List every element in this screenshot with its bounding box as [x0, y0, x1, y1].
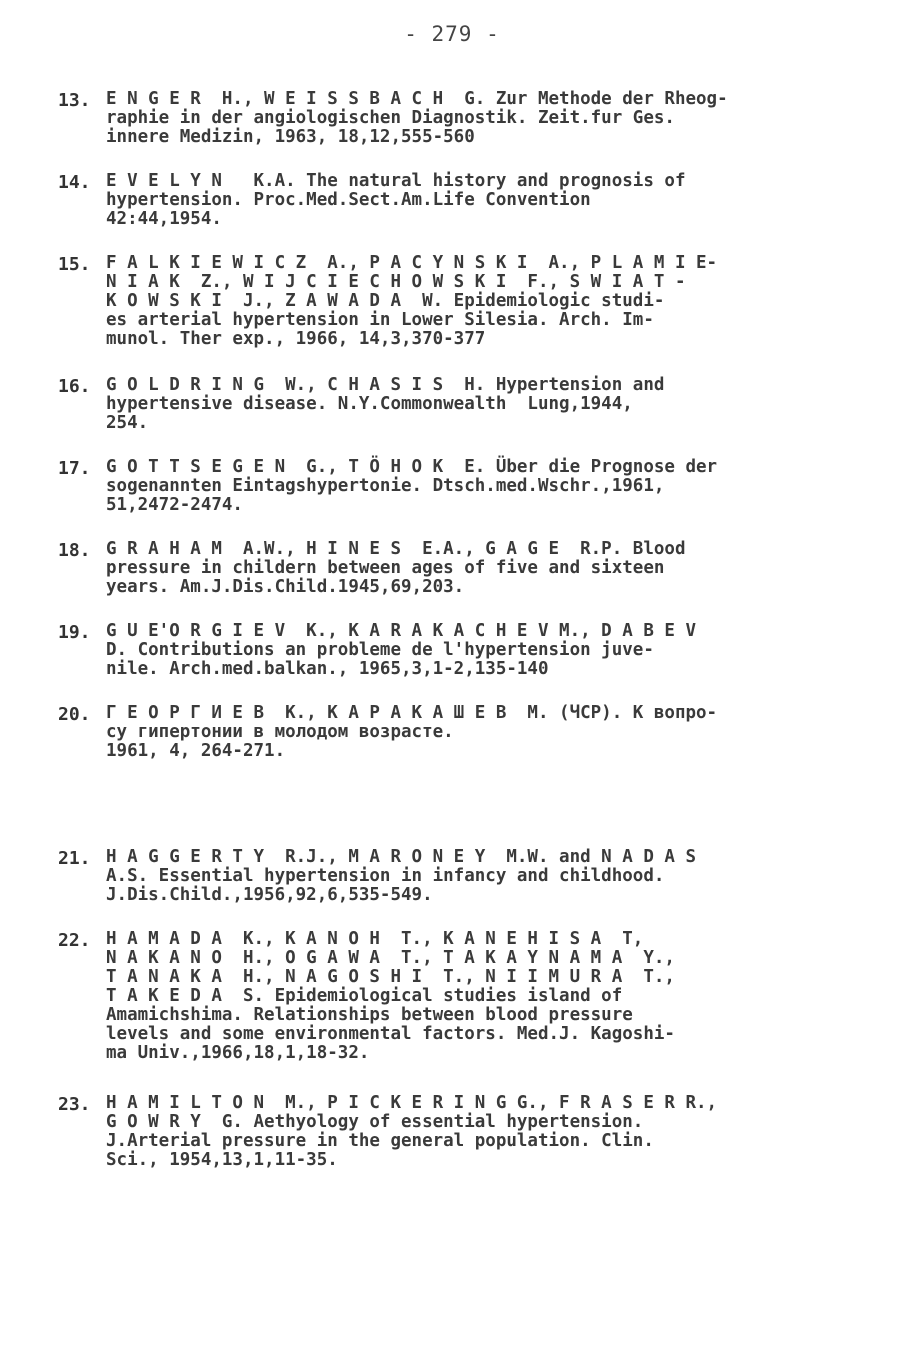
reference-number: 23. [58, 1094, 91, 1115]
reference-entry [58, 930, 858, 1063]
reference-entry [58, 376, 858, 433]
reference-text-line: 254. [106, 413, 149, 433]
reference-number: 16. [58, 376, 91, 397]
reference-text-line: raphie in der angiologischen Diagnostik. Zeit.fur Ges. [106, 108, 675, 128]
reference-entry [58, 540, 858, 597]
reference-text-line: es arterial hypertension in Lower Silesia. Arch. Im- [106, 310, 654, 330]
reference-text-line: E N G E R H., W E I S S B A C H G. Zur Methode der Rheog- [106, 89, 728, 109]
reference-text-line: 51,2472-2474. [106, 495, 243, 515]
reference-text-line: 42:44,1954. [106, 209, 222, 229]
reference-text-line: munol. Ther exp., 1966, 14,3,370-377 [106, 329, 486, 349]
reference-text-line: 1961, 4, 264-271. [106, 741, 286, 761]
reference-number: 15. [58, 254, 91, 275]
reference-text-line: N A K A N O H., O G A W A T., T A K A Y N A M A Y., [106, 948, 675, 968]
reference-text-line: H A M I L T O N M., P I C K E R I N G G., F R A S E R R., [106, 1093, 718, 1113]
reference-text-line: D. Contributions an probleme de l'hypertension juve- [106, 640, 654, 660]
reference-text-line: Г Е О Р Г И Е В К., К А Р А К А Ш Е В М. (ЧСР). К вопро- [106, 703, 718, 723]
reference-entry [58, 848, 858, 905]
reference-number: 21. [58, 848, 91, 869]
reference-text-line: F A L K I E W I C Z A., P A C Y N S K I A., P L A M I E- [106, 253, 718, 273]
reference-text-line: levels and some environmental factors. Med.J. Kagoshi- [106, 1024, 675, 1044]
reference-text-line: G U E'O R G I E V K., K A R A K A C H E V M., D A B E V [106, 621, 697, 641]
reference-text-line: T A N A K A H., N A G O S H I T., N I I M U R A T., [106, 967, 675, 987]
reference-text-line: J.Dis.Child.,1956,92,6,535-549. [106, 885, 433, 905]
reference-text-line: nile. Arch.med.balkan., 1965,3,1-2,135-140 [106, 659, 549, 679]
reference-text-line: K O W S K I J., Z A W A D A W. Epidemiologic studi- [106, 291, 665, 311]
reference-text-line: hypertensive disease. N.Y.Commonwealth Lung,1944, [106, 394, 633, 414]
reference-text-line: years. Am.J.Dis.Child.1945,69,203. [106, 577, 465, 597]
reference-text-line: E V E L Y N K.A. The natural history and prognosis of [106, 171, 686, 191]
reference-number: 20. [58, 704, 91, 725]
reference-text-line: ma Univ.,1966,18,1,18-32. [106, 1043, 370, 1063]
reference-text-line: hypertension. Proc.Med.Sect.Am.Life Convention [106, 190, 591, 210]
reference-text-line: G R A H A M A.W., H I N E S E.A., G A G E R.P. Blood [106, 539, 686, 559]
reference-entry [58, 458, 858, 515]
reference-number: 17. [58, 458, 91, 479]
reference-text-line: innere Medizin, 1963, 18,12,555-560 [106, 127, 475, 147]
reference-number: 22. [58, 930, 91, 951]
reference-text-line: G O L D R I N G W., C H A S I S H. Hypertension and [106, 375, 665, 395]
reference-entry [58, 704, 858, 761]
reference-text-line: A.S. Essential hypertension in infancy and childhood. [106, 866, 665, 886]
reference-text-line: Amamichshima. Relationships between blood pressure [106, 1005, 633, 1025]
reference-text-line: N I A K Z., W I J C I E C H O W S K I F., S W I A T - [106, 272, 686, 292]
reference-text-line: G O W R Y G. Aethyology of essential hypertension. [106, 1112, 644, 1132]
reference-number: 13. [58, 90, 91, 111]
reference-text-line: H A M A D A K., K A N O H T., K A N E H I S A T, [106, 929, 644, 949]
reference-text-line: су гипертонии в молодом возрасте. [106, 722, 454, 742]
reference-text-line: J.Arterial pressure in the general population. Clin. [106, 1131, 654, 1151]
reference-number: 19. [58, 622, 91, 643]
reference-number: 18. [58, 540, 91, 561]
reference-text-line: sogenannten Eintagshypertonie. Dtsch.med.Wschr.,1961, [106, 476, 665, 496]
reference-entry [58, 90, 858, 147]
reference-entry [58, 1094, 858, 1170]
reference-text-line: H A G G E R T Y R.J., M A R O N E Y M.W. and N A D A S [106, 847, 697, 867]
reference-text-line: G O T T S E G E N G., T Ö H O K E. Über die Prognose der [106, 457, 718, 477]
reference-text-line: T A K E D A S. Epidemiological studies island of [106, 986, 623, 1006]
reference-text-line: Sci., 1954,13,1,11-35. [106, 1150, 338, 1170]
reference-entry [58, 254, 858, 349]
reference-entry [58, 622, 858, 679]
reference-text-line: pressure in childern between ages of five and sixteen [106, 558, 665, 578]
reference-entry [58, 172, 858, 229]
page-number: - 279 - [404, 22, 500, 46]
reference-number: 14. [58, 172, 91, 193]
